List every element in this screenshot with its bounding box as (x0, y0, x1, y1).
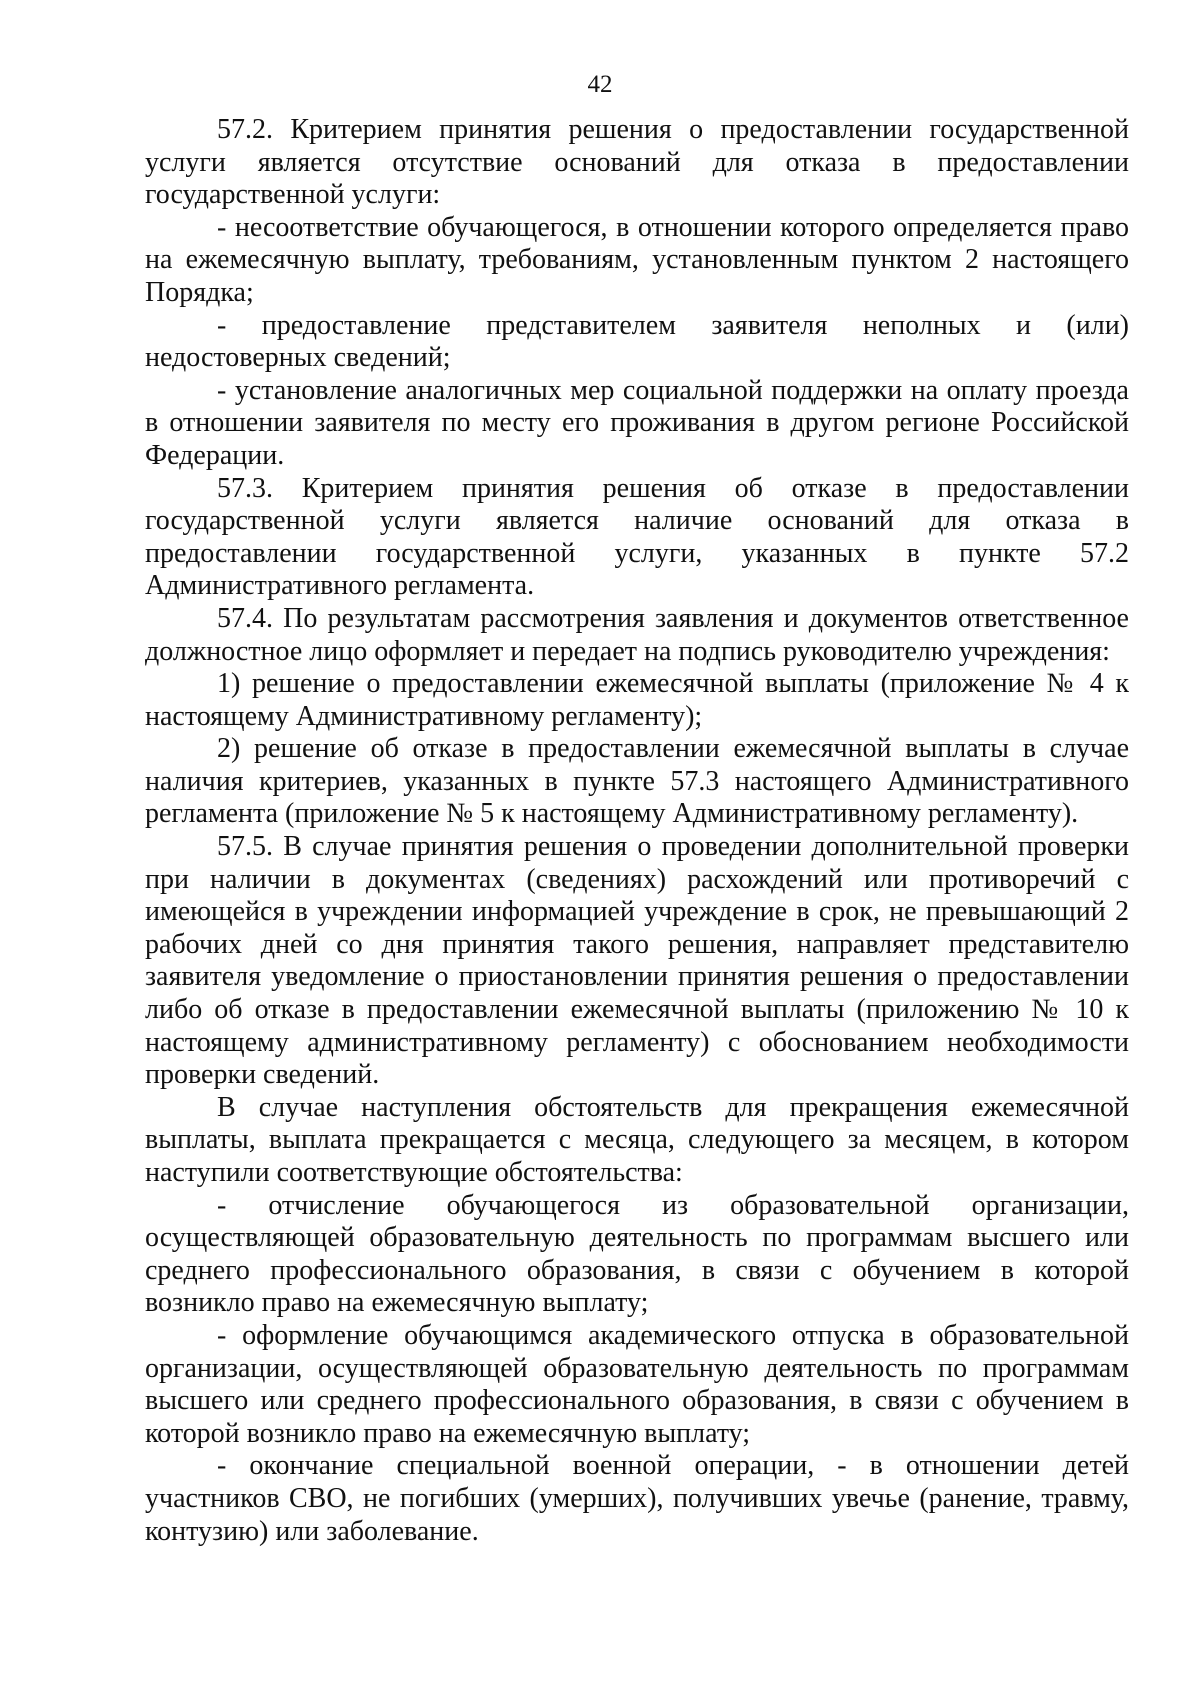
paragraph-57-3: 57.3. Критерием принятия решения об отказе в предоставлении государственной услуги является наличие оснований для отказа в предоставлении государственной услуги, указанных в пункте 57.2 Административного регламента. (145, 472, 1129, 602)
paragraph-57-5: 57.5. В случае принятия решения о проведении дополнительной проверки при наличии в документах (сведениях) расхождений или противоречий с имеющейся в учреждении информацией учреждение в срок, не превышающий 2 рабочих дней со дня принятия такого решения, направляет представителю заявителя уведомление о приостановлении принятия решения о предоставлении либо об отказе в предоставлении ежемесячной выплаты (приложению № 10 к настоящему административному регламенту) с обоснованием необходимости проверки сведений. (145, 831, 1129, 1091)
paragraph-57-4: 57.4. По результатам рассмотрения заявления и документов ответственное должностное лицо оформляет и передает на подпись руководителю учреждения: (145, 602, 1129, 667)
paragraph-termination-intro: В случае наступления обстоятельств для прекращения ежемесячной выплаты, выплата прекращается с месяца, следующего за месяцем, в котором наступили соответствующие обстоятельства: (145, 1091, 1129, 1188)
paragraph-bullet-noncompliance: - несоответствие обучающегося, в отношении которого определяется право на ежемесячную выплату, требованиям, установленным пунктом 2 настоящего Порядка; (145, 211, 1129, 308)
document-body (145, 114, 1129, 1548)
paragraph-bullet-expulsion: - отчисление обучающегося из образовательной организации, осуществляющей образовательную деятельность по программам высшего или среднего профессионального образования, в связи с обучением в которой возникло право на ежемесячную выплату; (145, 1189, 1129, 1319)
page-number: 42 (587, 71, 613, 98)
paragraph-bullet-operation-end: - окончание специальной военной операции, - в отношении детей участников СВО, не погибших (умерших), получивших увечье (ранение, травму, контузию) или заболевание. (145, 1450, 1129, 1547)
paragraph-item-1: 1) решение о предоставлении ежемесячной выплаты (приложение № 4 к настоящему Административному регламенту); (145, 668, 1129, 732)
paragraph-bullet-similar-support: - установление аналогичных мер социальной поддержки на оплату проезда в отношении заявителя по месту его проживания в другом регионе Российской Федерации. (145, 374, 1129, 471)
paragraph-bullet-incomplete-data: - предоставление представителем заявителя неполных и (или) недостоверных сведений; (145, 309, 1129, 374)
paragraph-57-2: 57.2. Критерием принятия решения о предоставлении государственной услуги является отсутствие оснований для отказа в предоставлении государственной услуги: (145, 114, 1129, 211)
paragraph-item-2: 2) решение об отказе в предоставлении ежемесячной выплаты в случае наличия критериев, указанных в пункте 57.3 настоящего Административного регламента (приложение № 5 к настоящему Административному регламенту). (145, 733, 1129, 830)
paragraph-bullet-academic-leave: - оформление обучающимся академического отпуска в образовательной организации, осуществляющей образовательную деятельность по программам высшего или среднего профессионального образования, в связи с обучением в которой возникло право на ежемесячную выплату; (145, 1319, 1129, 1449)
